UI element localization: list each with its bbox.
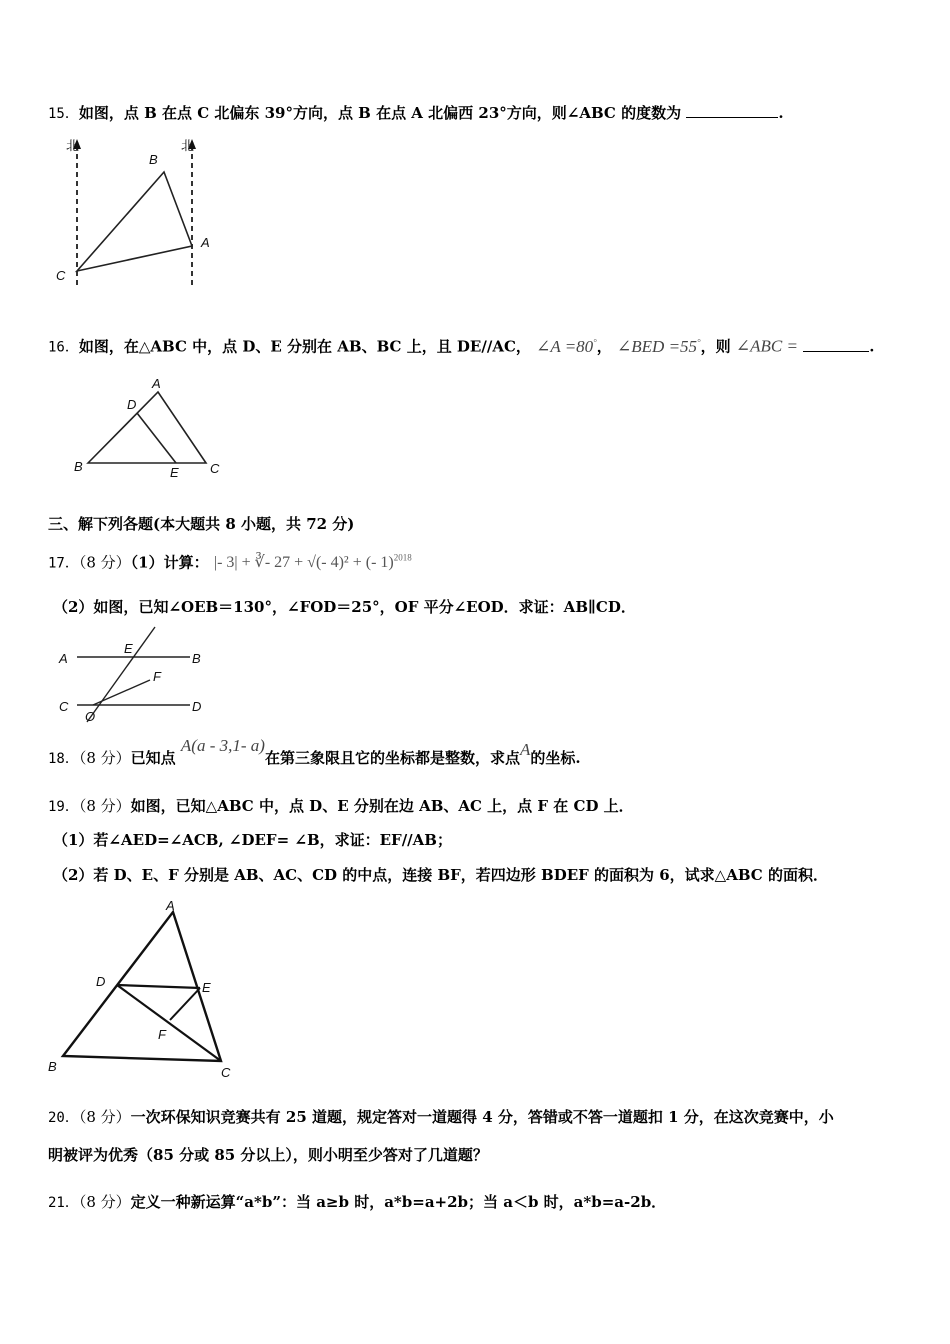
question-19-part1: （1）若∠AED=∠ACB, ∠DEF= ∠B，求证：EF//AB； xyxy=(53,831,452,849)
answer-blank[interactable] xyxy=(686,103,778,118)
figure-q16 xyxy=(70,375,230,485)
label-C: C xyxy=(221,1065,231,1080)
label-C: C xyxy=(56,268,66,283)
question-text: 如图，点 B 在点 C 北偏东 39°方向，点 B 在点 A 北偏西 23°方向，则∠ABC 的度数为 xyxy=(78,104,682,122)
label-B: B xyxy=(149,152,158,167)
question-17: 17．（8 分）（1）计算： |- 3| + ∛- 27 + √(- 4)² + (- 1)$^{2018}$ xyxy=(48,553,412,572)
label-A: A xyxy=(166,898,175,913)
label-A: A xyxy=(152,376,161,391)
label-E: E xyxy=(170,465,179,480)
question-20: 20．（8 分）一次环保知识竞赛共有 25 道题，规定答对一道题得 4 分，答错或不答一道题扣 1 分，在这次竞赛中，小 xyxy=(48,1108,834,1126)
label-C: C xyxy=(59,699,69,714)
question-15: 15．如图，点 B 在点 C 北偏东 39°方向，点 B 在点 A 北偏西 23°方向，则∠ABC 的度数为 . xyxy=(48,104,784,122)
label-B: B xyxy=(48,1059,57,1074)
label-D: D xyxy=(192,699,202,714)
figure-q15 xyxy=(50,135,230,295)
question-16: 16．如图，在△ABC 中，点 D、E 分别在 AB、BC 上，且 DE//AC， ∠A =80°， ∠BED =55°，则 ∠ABC = . xyxy=(48,336,875,356)
question-number: 15． xyxy=(48,106,79,122)
math-expression: |- 3| + ∛- 27 + √(- 4)² + (- 1)$^{2018}$ xyxy=(213,553,412,572)
point-A: A xyxy=(519,740,531,759)
figure-q17 xyxy=(55,625,220,725)
label-C: C xyxy=(210,461,220,476)
label-F: F xyxy=(153,669,161,684)
label-O: O xyxy=(85,709,96,724)
question-20-line2: 明被评为优秀（85 分或 85 分以上），则小明至少答对了几道题？ xyxy=(48,1146,488,1164)
question-19: 19．（8 分）如图，已知△ABC 中，点 D、E 分别在边 AB、AC 上，点 F 在 CD 上． xyxy=(48,797,634,815)
answer-blank[interactable] xyxy=(803,337,869,352)
north-label: 北 xyxy=(66,138,80,153)
label-F: F xyxy=(158,1027,166,1042)
question-18: 18．（8 分）已知点 A(a - 3,1- a)在第三象限且它的坐标都是整数，求点A的坐标. xyxy=(48,736,581,767)
label-D: D xyxy=(127,397,137,412)
label-E: E xyxy=(124,641,133,656)
angle-ABC: ∠ABC = xyxy=(735,336,798,356)
question-17-part2: （2）如图，已知∠OEB＝130°，∠FOD＝25°，OF 平分∠EOD．求证：AB∥CD． xyxy=(53,598,636,616)
section-title: 三、解下列各题(本大题共 8 小题，共 72 分) xyxy=(48,515,355,533)
label-A: A xyxy=(201,235,210,250)
angle-BED: ∠BED =55° xyxy=(617,336,701,356)
figure-q19 xyxy=(45,895,250,1085)
north-label: 北 xyxy=(181,138,195,153)
label-A: A xyxy=(59,651,68,666)
question-21: 21．（8 分）定义一种新运算“a*b”：当 a≥b 时，a*b=a+2b；当 a＜b 时，a*b=a-2b． xyxy=(48,1193,667,1211)
label-E: E xyxy=(202,980,211,995)
label-D: D xyxy=(96,974,106,989)
angle-A: ∠A =80° xyxy=(536,336,597,356)
label-B: B xyxy=(74,459,83,474)
label-B: B xyxy=(192,651,201,666)
point-expression: A(a - 3,1- a) xyxy=(180,736,265,755)
question-19-part2: （2）若 D、E、F 分别是 AB、AC、CD 的中点，连接 BF，若四边形 BDEF 的面积为 6，试求△ABC 的面积． xyxy=(53,866,828,884)
